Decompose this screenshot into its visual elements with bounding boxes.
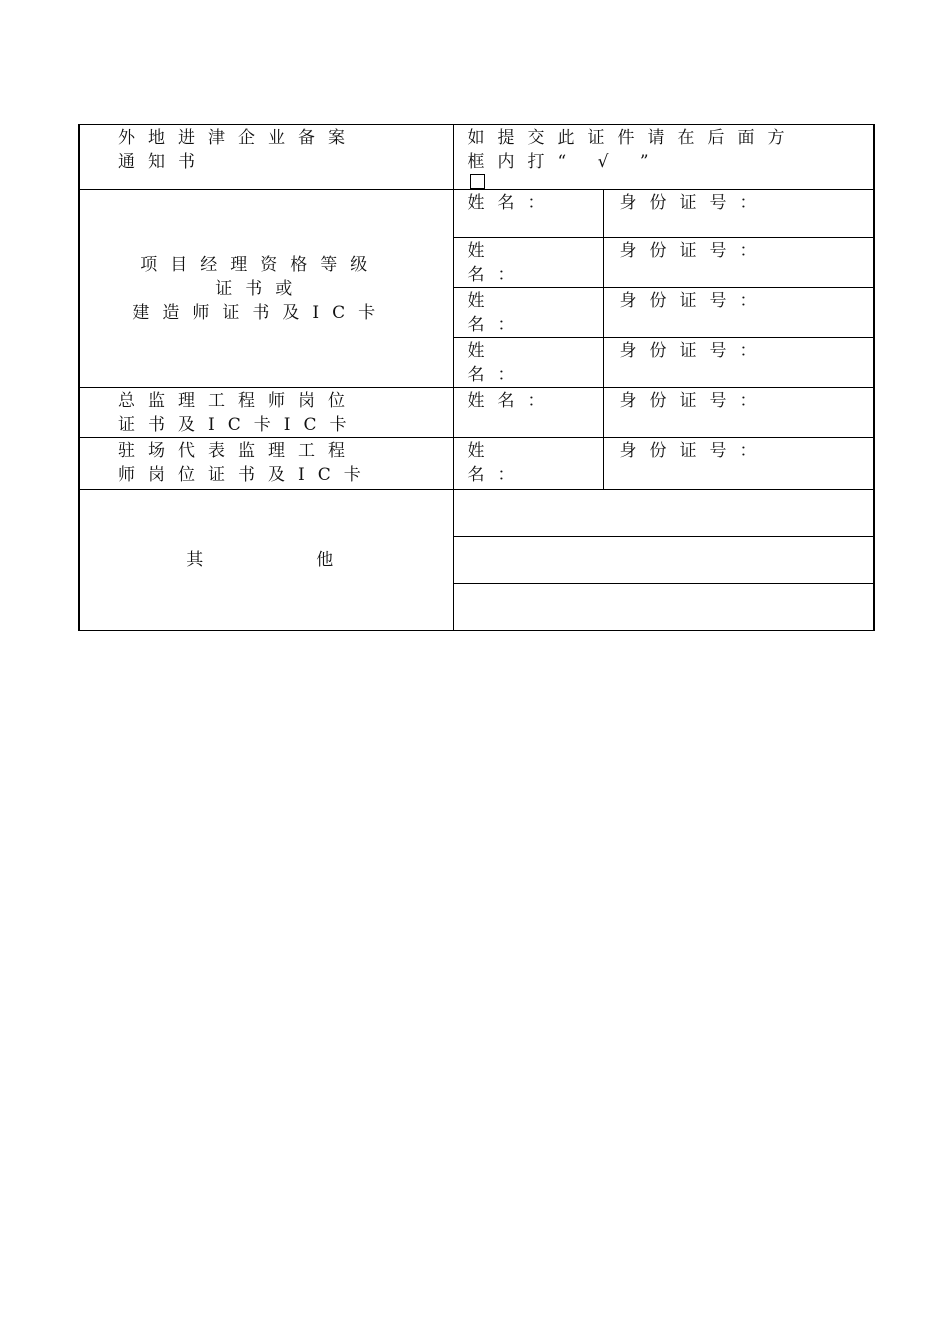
pm-id-field-2[interactable] [603,238,874,288]
pm-name-field-1[interactable] [453,190,603,238]
project-manager-label-line1: 项目经理资格等级 [140,254,381,275]
filing-notice-row [79,125,874,190]
site-representative-label-line2: 师岗位证书及IC卡 [118,465,374,485]
site-representative-name-field[interactable] [453,438,603,490]
chief-supervisor-id-field[interactable] [603,388,874,438]
other-entry-field-3[interactable] [453,584,874,631]
pm-name-label-2: 姓名： [467,241,528,285]
checkmark-instruction-line1: 如提交此证件请在后面方 [467,128,798,148]
chief-supervisor-name-field[interactable] [453,388,603,438]
chief-supervisor-label-line1: 总监理工程师岗位 [118,391,358,411]
site-representative-id-label: 身份证号： [619,441,770,461]
pm-id-label-3: 身份证号： [619,291,770,311]
chief-supervisor-name-label: 姓名： [467,391,558,411]
site-representative-id-field[interactable] [603,438,874,490]
pm-id-field-4[interactable] [603,338,874,388]
checkmark-instruction-line2: 框内打“ √ ” [467,152,662,172]
pm-name-field-4[interactable] [453,338,603,388]
filing-notice-label-line2: 通知书 [118,152,208,172]
other-label-part2: 他 [316,550,347,570]
project-manager-label-line2: 证书或 [215,278,306,299]
pm-id-label-1: 身份证号： [619,193,770,213]
pm-id-label-4: 身份证号： [619,341,770,361]
filing-notice-label [79,125,453,190]
other-entry-field-1[interactable] [453,490,874,537]
other-label-part1: 其 [186,550,217,570]
pm-name-label-3: 姓名： [467,291,528,335]
chief-supervisor-id-label: 身份证号： [619,391,770,411]
pm-name-field-3[interactable] [453,288,603,338]
other-row-1 [79,490,874,537]
other-label [79,490,453,631]
filing-form-table [78,124,875,631]
pm-id-field-1[interactable] [603,190,874,238]
pm-id-field-3[interactable] [603,288,874,338]
site-representative-name-label: 姓名： [467,441,528,485]
submission-checkbox[interactable] [470,174,485,189]
pm-id-label-2: 身份证号： [619,241,770,261]
checkmark-instruction [453,125,874,190]
pm-name-field-2[interactable] [453,238,603,288]
project-manager-row-1 [79,190,874,238]
other-entry-field-2[interactable] [453,537,874,584]
site-representative-row [79,438,874,490]
project-manager-label-line3: 建造师证书及IC卡 [132,302,389,323]
pm-name-label-1: 姓名： [467,193,558,213]
chief-supervisor-label [79,388,453,438]
chief-supervisor-label-line2: 证书及IC卡IC卡 [118,415,360,435]
project-manager-label [79,190,453,388]
site-representative-label [79,438,453,490]
chief-supervisor-row [79,388,874,438]
pm-name-label-4: 姓名： [467,341,528,385]
site-representative-label-line1: 驻场代表监理工程 [118,441,358,461]
filing-notice-label-line1: 外地进津企业备案 [118,128,358,148]
